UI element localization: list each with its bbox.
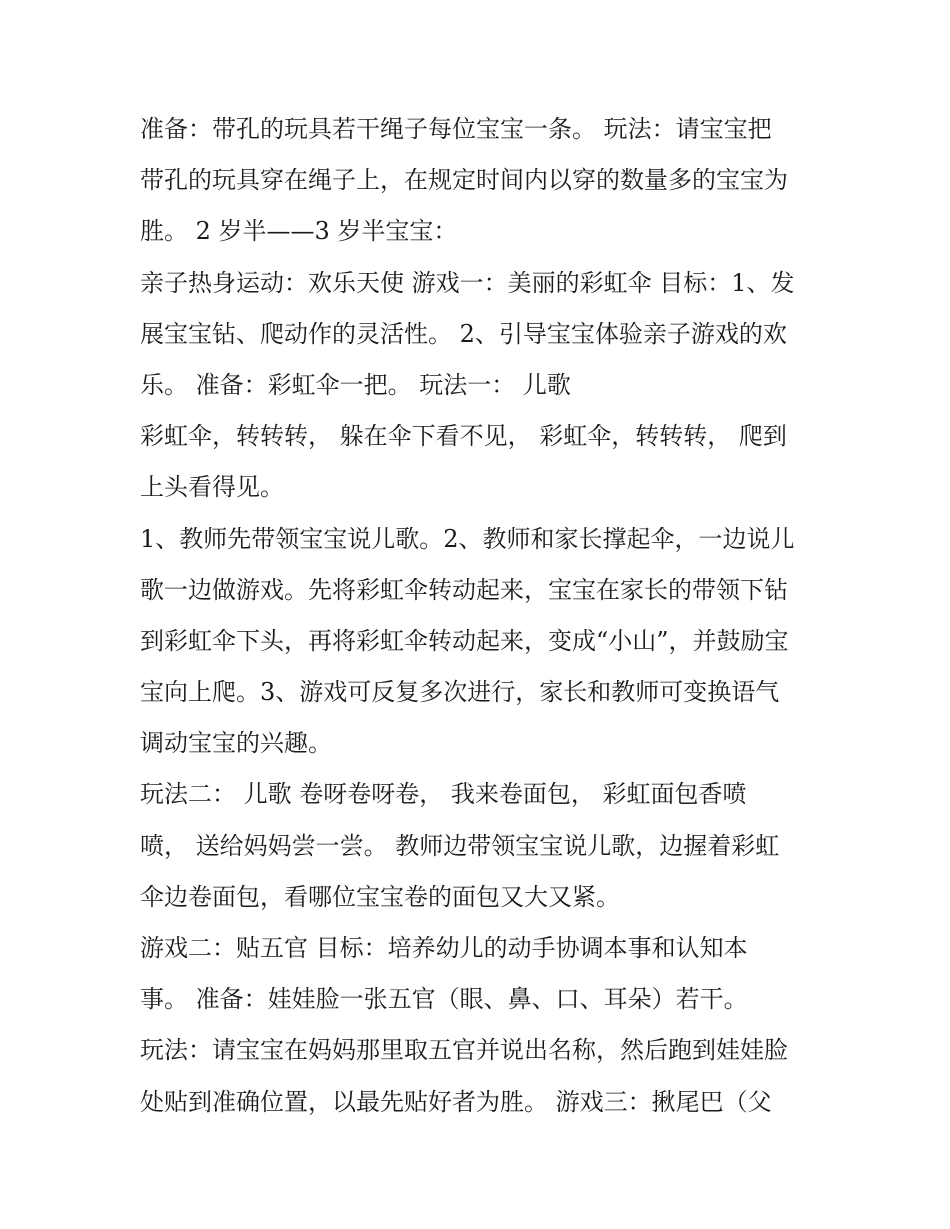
text-line: 上头看得见。 <box>140 473 284 502</box>
text-line: 歌一边做游戏。先将彩虹伞转动起来，宝宝在家长的带领下钻 <box>140 575 788 604</box>
text-line: 亲子热身运动：欢乐天使 游戏一：美丽的彩虹伞 目标：1、发 <box>140 268 795 297</box>
body-text <box>140 104 820 1128</box>
text-line: 玩法：请宝宝在妈妈那里取五官并说出名称，然后跑到娃娃脸 <box>140 1036 788 1065</box>
text-line: 展宝宝钻、爬动作的灵活性。 2、引导宝宝体验亲子游戏的欢 <box>140 319 787 348</box>
text-line: 喷， 送给妈妈尝一尝。 教师边带领宝宝说儿歌，边握着彩虹 <box>140 831 780 860</box>
text-line: 玩法二： 儿歌 卷呀卷呀卷， 我来卷面包， 彩虹面包香喷 <box>140 780 747 809</box>
text-line: 伞边卷面包，看哪位宝宝卷的面包又大又紧。 <box>140 882 620 911</box>
text-line: 乐。 准备：彩虹伞一把。 玩法一： 儿歌 <box>140 370 571 399</box>
text-line: 准备：带孔的玩具若干绳子每位宝宝一条。 玩法：请宝宝把 <box>140 115 772 143</box>
text-line: 调动宝宝的兴趣。 <box>140 729 332 758</box>
text-line: 处贴到准确位置，以最先贴好者为胜。 游戏三：揪尾巴（父 <box>140 1087 772 1116</box>
text-line: 胜。 2 岁半——3 岁半宝宝： <box>140 217 458 246</box>
text-line: 宝向上爬。3、游戏可反复多次进行，家长和教师可变换语气 <box>140 678 780 707</box>
text-line: 游戏二：贴五官 目标：培养幼儿的动手协调本事和认知本 <box>140 934 748 962</box>
text-line: 事。 准备：娃娃脸一张五官（眼、鼻、口、耳朵）若干。 <box>140 985 748 1014</box>
text-line: 到彩虹伞下头，再将彩虹伞转动起来，变成“小山”，并鼓励宝 <box>140 626 789 655</box>
text-line: 彩虹伞，转转转， 躲在伞下看不见， 彩虹伞，转转转， 爬到 <box>140 422 787 451</box>
text-line: 1、教师先带领宝宝说儿歌。2、教师和家长撑起伞，一边说儿 <box>140 524 795 553</box>
text-line: 带孔的玩具穿在绳子上，在规定时间内以穿的数量多的宝宝为 <box>140 166 788 195</box>
